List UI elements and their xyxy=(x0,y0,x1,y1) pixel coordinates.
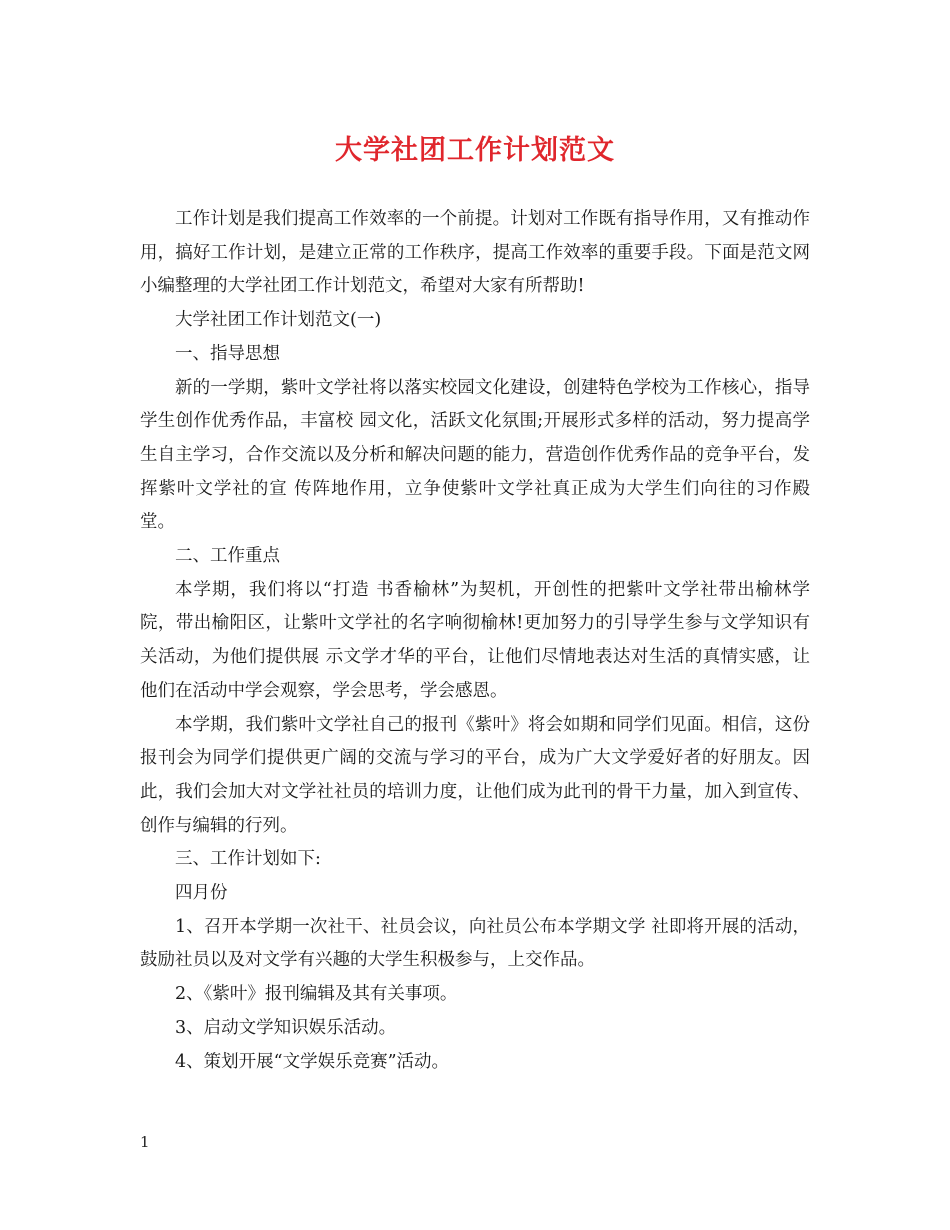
section-heading-work-plan: 三、工作计划如下: xyxy=(175,849,321,870)
page-number: 1 xyxy=(140,1133,150,1151)
paragraph-subtitle: 大学社团工作计划范文(一) xyxy=(175,310,382,331)
paragraph-intro: 工作计划是我们提高工作效率的一个前提。计划对工作既有指导作用，又有推动作用，搞好工作计划，是建立正常的工作秩序，提高工作效率的重要手段。下面是范文网小编整理的大学社团工作计划范文，希望对大家有所帮助! xyxy=(140,209,810,297)
month-heading-april: 四月份 xyxy=(175,883,228,904)
section-heading-guiding-ideas: 一、指导思想 xyxy=(175,343,280,364)
document-body xyxy=(140,203,810,1079)
paragraph-work-focus-1: 本学期，我们将以“打造 书香榆林”为契机，开创性的把紫叶文学社带出榆林学院，带出榆阳区，让紫叶文学社的名字响彻榆林!更加努力的引导学生参与文学知识有关活动，为他们提供展 示文学才华的平台，让他们尽情地表达对生活的真情实感，让他们在活动中学会观察，学会思考，学会感恩。 xyxy=(140,579,810,701)
list-item-4: 4、策划开展“文学娱乐竞赛”活动。 xyxy=(175,1051,450,1072)
paragraph-work-focus-2: 本学期，我们紫叶文学社自己的报刊《紫叶》将会如期和同学们见面。相信，这份报刊会为同学们提供更广阔的交流与学习的平台，成为广大文学爱好者的好朋友。因此，我们会加大对文学社社员的培训力度，让他们成为此刊的骨干力量，加入到宣传、创作与编辑的行列。 xyxy=(140,714,810,836)
list-item-3: 3、启动文学知识娱乐活动。 xyxy=(175,1017,397,1038)
list-item-1: 1、召开本学期一次社干、社员会议，向社员公布本学期文学 社即将开展的活动，鼓励社员以及对文学有兴趣的大学生积极参与，上交作品。 xyxy=(140,916,810,971)
section-heading-work-focus: 二、工作重点 xyxy=(175,546,280,567)
document-title: 大学社团工作计划范文 xyxy=(335,135,615,166)
paragraph-guiding-ideas: 新的一学期，紫叶文学社将以落实校园文化建设，创建特色学校为工作核心，指导学生创作优秀作品，丰富校 园文化，活跃文化氛围;开展形式多样的活动，努力提高学生自主学习，合作交流以及分析和解决问题的能力，营造创作优秀作品的竞争平台，发挥紫叶文学社的宣 传阵地作用，立争使紫叶文学社真正成为大学生们向往的习作殿堂。 xyxy=(140,377,810,533)
list-item-2: 2、《紫叶》报刊编辑及其有关事项。 xyxy=(175,984,458,1005)
